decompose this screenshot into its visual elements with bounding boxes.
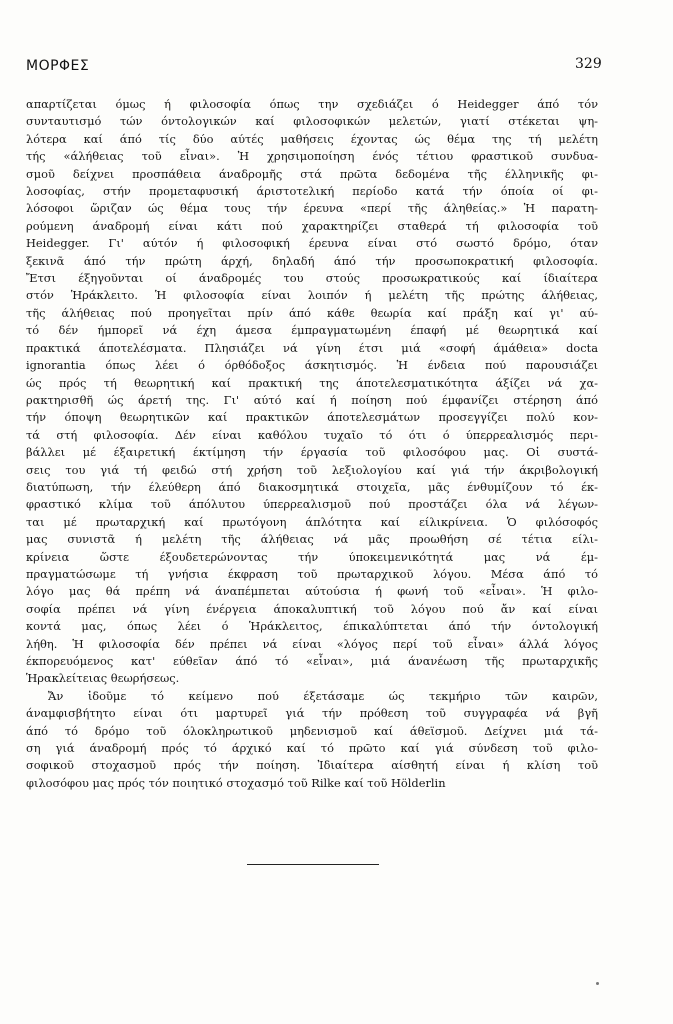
text-line: μας συνιστᾶ ή μελέτη τῆς άλήθειας νά μᾶς προωθήση σέ τέτια είλι- <box>26 532 598 547</box>
text-line: ρούμενη άναδρομή είναι κάτι πού χαρακτηρίζει σταθερά τή φιλοσοφία τοῦ <box>26 218 598 233</box>
page-number: 329 <box>575 56 602 72</box>
text-line: στόν Ἡράκλειτο. Ἡ φιλοσοφία είναι λοιπόν ή μελέτη τῆς πρώτης άλήθειας, <box>26 288 598 303</box>
text-line: φραστικό κλίμα τοῦ άπόλυτου ύπερρεαλισμοῦ πού προστάζει όλα νά λέγων- <box>26 497 598 512</box>
text-line: τήν όποψη θεωρητικῶν καί πρακτικῶν άποτελεσμάτων προσεγγίζει πολύ κον- <box>26 410 598 425</box>
text-line: Ἔτσι έξηγοῦνται οί άναδρομές του στούς προσωκρατικούς καί ίδιαίτερα <box>26 271 598 286</box>
text-line: ώς πρός τή θεωρητική καί πρακτική της άποτελεσματικότητα άξίζει νά χα- <box>26 375 598 390</box>
text-line: πρακτικά άποτελέσματα. Πλησιάζει νά γίνη έτσι μιά «σοφή άμάθεια» docta <box>26 340 598 355</box>
text-line: ρακτηρισθῆ ώς άρετή της. Γι' αύτό καί ή ποίηση πού έμφανίζει στέρηση άπό <box>26 392 598 407</box>
text-line: ση γιά άναδρομή πρός τό άρχικό καί τό πρῶτο καί γιά σύνδεση τοῦ φιλο- <box>26 741 598 756</box>
text-line: πραγματώσωμε τή γνήσια έκφραση τοῦ πρωταρχικοῦ λόγου. Μέσα άπό τό <box>26 566 598 581</box>
print-speck <box>596 982 599 985</box>
text-line: άναμφισβήτητο είναι ότι μαρτυρεῖ γιά τήν πρόθεση τοῦ συγγραφέα νά βγῆ <box>26 706 598 721</box>
text-line: φιλοσόφου μας πρός τόν ποιητικό στοχασμό τοῦ Rilke καί τοῦ Hölderlin <box>26 775 446 790</box>
text-line: ται μέ πρωταρχική καί πρωτόγονη άπλότητα καί είλικρίνεια. Ὁ φιλόσοφός <box>26 514 598 529</box>
text-line: σμοῦ δείχνει προσπάθεια άναδρομῆς στά πρῶτα δεδομένα τῆς έλληνικῆς φι- <box>26 166 598 181</box>
section-divider-rule <box>247 864 379 865</box>
text-line: διατύπωση, τήν έλεύθερη άπό διακοσμητικά στοιχεῖα, μᾶς ένθυμίζουν τό έκ- <box>26 479 598 494</box>
text-line: Heidegger. Γι' αύτόν ή φιλοσοφική έρευνα είναι στό σωστό δρόμο, όταν <box>26 236 598 251</box>
running-header-title: ΜΟΡΦΕΣ <box>26 58 90 74</box>
text-line: λόσοφοι ὥριζαν ώς θέμα τους τήν έρευνα «περί τῆς άληθείας.» Ἡ παρατη- <box>26 201 598 216</box>
text-line: έκπορευόμενος κατ' εύθεῖαν άπό τό «εἶναι», μιά άνανέωση τῆς πρωταρχικῆς <box>26 654 598 668</box>
text-line: λότερα καί άπό τίς δύο αύτές μαθήσεις έχοντας ώς θέμα της τή μελέτη <box>26 131 598 146</box>
text-line: λοσοφίας, στήν προμεταφυσική άριστοτελική περίοδο κατά τήν όποία οί φι- <box>26 184 598 199</box>
text-line: σεις του γιά τή φειδώ στή χρήση τοῦ λεξιολογίου καί γιά τήν άκριβολογική <box>26 462 598 477</box>
text-line: συνταυτισμό τών όντολογικών καί φιλοσοφικών μελετών, γιατί στέκεται ψη- <box>26 114 598 129</box>
body-text <box>26 96 598 792</box>
text-line: Ἡρακλείτειας θεωρήσεως. <box>26 671 180 686</box>
text-line: σοφία πρέπει νά γίνη ένέργεια άποκαλυπτική τοῦ λόγου πού ἄν καί είναι <box>26 601 598 616</box>
text-line: βάλλει μέ έξαιρετική έκτίμηση τήν έργασία τοῦ φιλοσόφου μας. Οἱ συστά- <box>26 445 598 460</box>
text-line: κοντά μας, όπως λέει ό Ἡράκλειτος, έπικαλύπτεται άπό τήν όντολογική <box>26 619 598 634</box>
text-line: κρίνεια ὥστε έξουδετερώνοντας τήν ύποκειμενικότητά μας νά έμ- <box>26 549 598 564</box>
text-line: απαρτίζεται όμως ή φιλοσοφία όπως την σχεδιάζει ό Heidegger άπό τόν <box>26 97 598 111</box>
text-line: ignorantia όπως λέει ό όρθόδοξος άσκητισμός. Ἡ ένδεια πού παρουσιάζει <box>26 358 598 373</box>
paragraph <box>26 96 598 688</box>
text-line: τῆς άλήθειας πού προηγεῖται πρίν άπό κάθε θεωρία καί πράξη καί γι' αύ- <box>26 305 598 320</box>
text-line: λήθη. Ἡ φιλοσοφία δέν πρέπει νά είναι «λόγος περί τοῦ εἶναι» άλλά λόγος <box>26 636 598 651</box>
paragraph <box>26 688 598 792</box>
text-line: ξεκινᾶ άπό τήν πρώτη άρχή, δηλαδή άπό τήν προσωποκρατική φιλοσοφία. <box>26 253 598 268</box>
text-line: τά στή φιλοσοφία. Δέν είναι καθόλου τυχαῖο τό ότι ό ύπερρεαλισμός περι- <box>26 427 598 442</box>
text-line: τής «άλήθειας τοῦ εἶναι». Ἡ χρησιμοποίηση ένός τέτιου φραστικοῦ συνδυα- <box>26 149 598 164</box>
text-line: σοφικοῦ στοχασμοῦ πρός τήν ποίηση. Ἰδιαίτερα αίσθητή είναι ή κλίση τοῦ <box>26 758 598 773</box>
text-line: Ἄν ἰδοῦμε τό κείμενο πού έξετάσαμε ώς τεκμήριο τῶν καιρῶν, <box>48 688 598 703</box>
text-line: τό δέν ήμπορεῖ νά έχη άμεσα έμπραγματωμένη έπαφή μέ θεωρητικά καί <box>26 323 598 338</box>
text-line: άπό τό δρόμο τοῦ όλοκληρωτικοῦ μηδενισμοῦ καί άθεϊσμοῦ. Δείχνει μιά τά- <box>26 723 598 738</box>
text-line: λόγο μας θά πρέπη νά άναπέμπεται αύτούσια ή φωνή τοῦ «εἶναι». Ἡ φιλο- <box>26 584 598 599</box>
